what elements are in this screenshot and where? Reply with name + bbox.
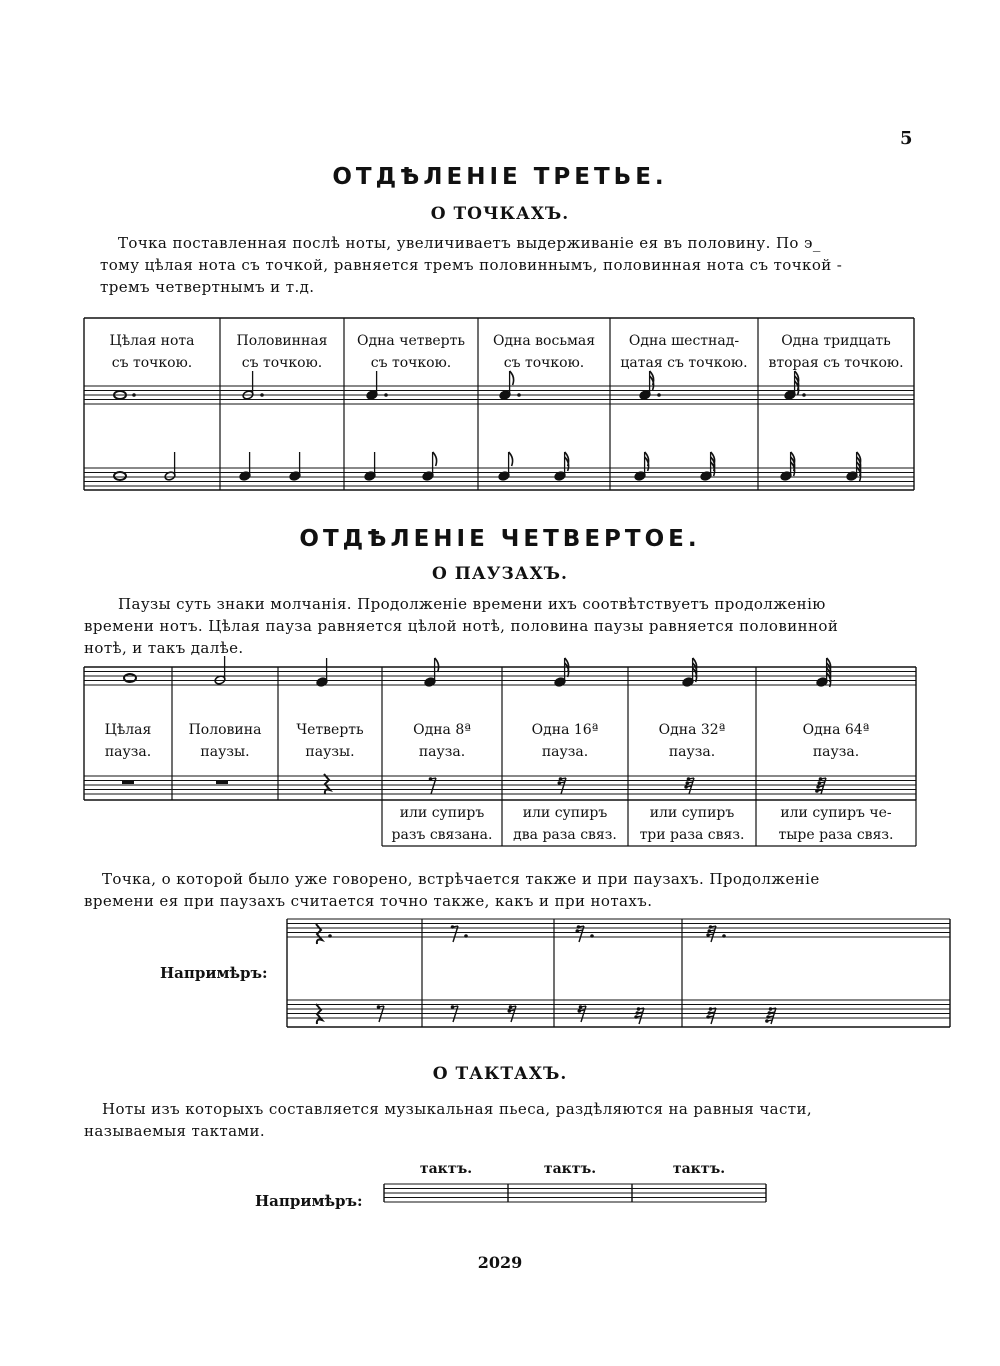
rest-mark <box>684 777 694 794</box>
col-line2: съ точкою. <box>111 355 193 371</box>
col-line2: вторая съ точкою. <box>768 355 904 371</box>
paragraph-line: называемыя тактами. <box>84 1122 266 1140</box>
note-mark <box>364 452 376 481</box>
augmentation-dot <box>260 393 264 397</box>
col-line1: Цѣлая нота <box>109 333 195 349</box>
col-line2: три раза связ. <box>639 827 745 843</box>
col-line1: Одна тридцать <box>781 333 891 349</box>
paragraph-line: тремъ четвертнымъ и т.д. <box>100 278 315 296</box>
rest-mark <box>634 1007 644 1024</box>
measure-label: тактъ. <box>419 1161 473 1177</box>
col-line2: цатая съ точкою. <box>620 355 748 371</box>
col-line1: или супиръ <box>522 805 608 821</box>
whole-rest <box>122 780 134 784</box>
rest-mark <box>765 1007 776 1024</box>
col-line2: съ точкою. <box>241 355 323 371</box>
col-line1: Одна восьмая <box>492 333 596 349</box>
note-mark <box>289 452 301 481</box>
augmentation-dot <box>384 393 388 397</box>
example-label: Напримѣръ: <box>255 1192 363 1210</box>
note-mark <box>114 472 126 480</box>
paragraph-line: тому цѣлая нота съ точкой, равняется тремъ половиннымъ, половинная нота съ точкой - <box>100 256 843 274</box>
augmentation-dot <box>590 934 594 938</box>
augmentation-dot <box>328 934 332 938</box>
col-line2: пауза. <box>812 744 860 760</box>
note-mark <box>316 658 328 687</box>
col-line1: Одна 8ª <box>413 722 471 738</box>
note-mark <box>239 452 251 481</box>
col-line2: пауза. <box>668 744 716 760</box>
col-line1: или супиръ <box>399 805 485 821</box>
note-mark <box>682 658 697 687</box>
col-line2: съ точкою. <box>370 355 452 371</box>
section4-subtitle: О ПАУЗАХЪ. <box>432 564 568 584</box>
augmentation-dot <box>517 393 521 397</box>
note-symbols <box>114 371 861 1024</box>
col-line1: Одна 32ª <box>658 722 726 738</box>
staff-lines <box>84 318 950 1202</box>
paragraph-line: Ноты изъ которыхъ составляется музыкальная пьеса, раздѣляются на равныя части, <box>102 1100 813 1118</box>
col-line2: два раза связ. <box>513 827 617 843</box>
col-line2: паузы. <box>305 744 355 760</box>
col-line1: Половинная <box>236 333 328 349</box>
col-line2: пауза. <box>104 744 152 760</box>
rest-mark <box>815 777 826 794</box>
col-line2: паузы. <box>200 744 250 760</box>
rest-mark <box>558 777 567 794</box>
note-mark <box>816 658 831 687</box>
col-line2: съ точкою. <box>503 355 585 371</box>
note-mark <box>424 658 439 687</box>
quarter-rest <box>324 774 330 794</box>
section3-subtitle: О ТОЧКАХЪ. <box>430 204 570 224</box>
col-line2: тыре раза связ. <box>778 827 894 843</box>
note-head <box>114 472 126 480</box>
paragraph-line: Паузы суть знаки молчанія. Продолженіе времени ихъ соотвѣтствуетъ продолженію <box>118 595 826 613</box>
rest-mark <box>216 780 228 784</box>
measure-label: тактъ. <box>543 1161 597 1177</box>
rest-mark <box>324 774 330 794</box>
section4-title: ОТДѢЛЕНІЕ ЧЕТВЕРТОЕ. <box>299 526 701 552</box>
col-line1: Одна 64ª <box>802 722 870 738</box>
half-rest <box>216 780 228 784</box>
col-line2: разъ связана. <box>391 827 493 843</box>
rest-mark <box>122 780 134 784</box>
col-line1: Цѣлая <box>104 722 152 738</box>
example-label: Напримѣръ: <box>160 964 268 982</box>
paragraph-line: Точка, о которой было уже говорено, встрѣчается также и при паузахъ. Продолженіе <box>102 870 820 888</box>
augmentation-dot <box>132 393 136 397</box>
col-line1: Одна шестнад- <box>628 333 740 349</box>
takty-title: О ТАКТАХЪ. <box>432 1064 568 1084</box>
col-line1: Одна четверть <box>356 333 465 349</box>
paragraph-line: нотѣ, и такъ далѣе. <box>84 639 244 657</box>
col-line2: пауза. <box>541 744 589 760</box>
plate-number: 2029 <box>477 1253 523 1272</box>
col-line1: или супиръ че- <box>780 805 892 821</box>
augmentation-dot <box>722 934 726 938</box>
paragraph-line: времени ея при паузахъ считается точно также, какъ и при нотахъ. <box>84 892 653 910</box>
augmentation-dot <box>657 393 661 397</box>
col-line1: Одна 16ª <box>531 722 599 738</box>
col-line1: Половина <box>188 722 262 738</box>
col-line1: Четверть <box>296 722 364 738</box>
quarter-rest <box>316 924 322 944</box>
paragraph-line: времени нотъ. Цѣлая пауза равняется цѣлой нотѣ, половина паузы равняется половинной <box>84 617 839 635</box>
measure-label: тактъ. <box>672 1161 726 1177</box>
rest-mark <box>706 1007 716 1024</box>
augmentation-dot <box>802 393 806 397</box>
rest-mark <box>429 777 436 794</box>
augmentation-dot <box>464 934 468 938</box>
section3-title: ОТДѢЛЕНІЕ ТРЕТЬЕ. <box>332 164 668 190</box>
col-line1: или супиръ <box>649 805 735 821</box>
paragraph-line: Точка поставленная послѣ ноты, увеличиваетъ выдерживаніе ея въ половину. По э_ <box>118 234 821 252</box>
rest-mark <box>316 924 332 944</box>
col-line2: пауза. <box>418 744 466 760</box>
note-mark <box>554 658 569 687</box>
page-number: 5 <box>900 128 913 149</box>
